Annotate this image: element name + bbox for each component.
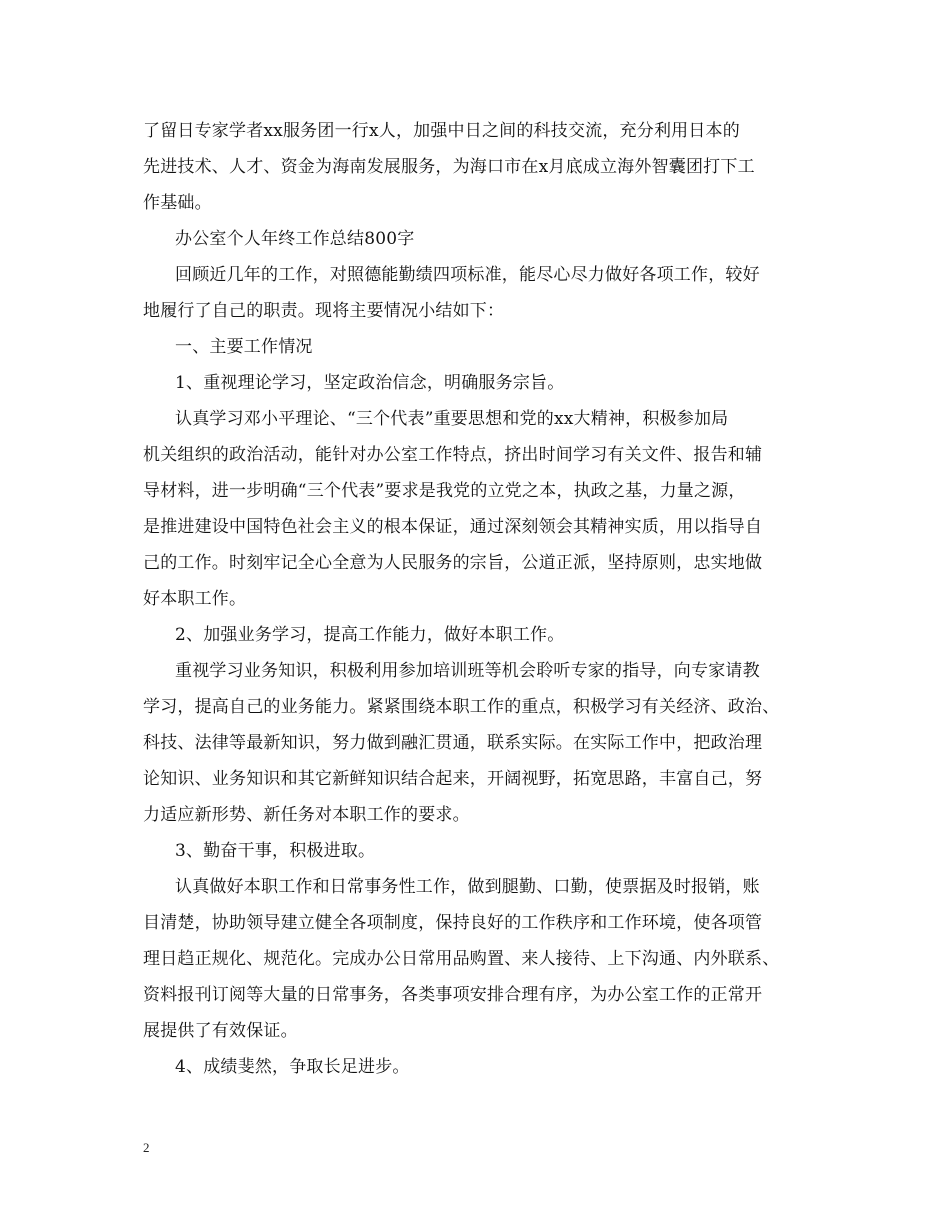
paragraph-line: 了留日专家学者xx服务团一行x人，加强中日之间的科技交流，充分利用日本的	[143, 121, 740, 141]
page-number: 2	[143, 1140, 150, 1155]
subsection-heading: 4、成绩斐然，争取长足进步。	[175, 1057, 410, 1077]
paragraph-line: 是推进建设中国特色社会主义的根本保证，通过深刻领会其精神实质，用以指导自	[143, 517, 763, 537]
paragraph-line: 先进技术、人才、资金为海南发展服务，为海口市在x月底成立海外智囊团打下工	[143, 157, 755, 177]
paragraph-line: 科技、法律等最新知识，努力做到融汇贯通，联系实际。在实际工作中，把政治理	[143, 733, 763, 753]
paragraph-line: 作基础。	[143, 193, 212, 213]
section-heading: 一、主要工作情况	[175, 337, 313, 357]
paragraph-line: 好本职工作。	[143, 589, 247, 609]
subsection-heading: 1、重视理论学习，坚定政治信念，明确服务宗旨。	[175, 373, 565, 393]
paragraph-line: 展提供了有效保证。	[143, 1021, 298, 1041]
paragraph-line: 己的工作。时刻牢记全心全意为人民服务的宗旨，公道正派，坚持原则，忠实地做	[143, 553, 763, 573]
section-title: 办公室个人年终工作总结800字	[175, 229, 415, 249]
paragraph-line: 理日趋正规化、规范化。完成办公日常用品购置、来人接待、上下沟通、内外联系、	[143, 949, 780, 969]
paragraph-line: 导材料，进一步明确“三个代表”要求是我党的立党之本，执政之基，力量之源，	[143, 481, 746, 501]
paragraph-line: 地履行了自己的职责。现将主要情况小结如下：	[143, 301, 505, 321]
paragraph-line: 学习，提高自己的业务能力。紧紧围绕本职工作的重点，积极学习有关经济、政治、	[143, 697, 780, 717]
paragraph-line: 重视学习业务知识，积极利用参加培训班等机会聆听专家的指导，向专家请教	[175, 661, 760, 681]
paragraph-line: 资料报刊订阅等大量的日常事务，各类事项安排合理有序，为办公室工作的正常开	[143, 985, 763, 1005]
paragraph-line: 回顾近几年的工作，对照德能勤绩四项标准，能尽心尽力做好各项工作，较好	[175, 265, 760, 285]
paragraph-line: 力适应新形势、新任务对本职工作的要求。	[143, 805, 470, 825]
subsection-heading: 3、勤奋干事，积极进取。	[175, 841, 376, 861]
paragraph-line: 认真做好本职工作和日常事务性工作，做到腿勤、口勤，使票据及时报销，账	[175, 877, 760, 897]
paragraph-line: 认真学习邓小平理论、“三个代表”重要思想和党的xx大精神，积极参加局	[175, 409, 729, 429]
paragraph-line: 目清楚，协助领导建立健全各项制度，保持良好的工作秩序和工作环境，使各项管	[143, 913, 763, 933]
paragraph-line: 论知识、业务知识和其它新鲜知识结合起来，开阔视野，拓宽思路，丰富自己，努	[143, 769, 763, 789]
paragraph-line: 机关组织的政治活动，能针对办公室工作特点，挤出时间学习有关文件、报告和辅	[143, 445, 763, 465]
subsection-heading: 2、加强业务学习，提高工作能力，做好本职工作。	[175, 625, 565, 645]
